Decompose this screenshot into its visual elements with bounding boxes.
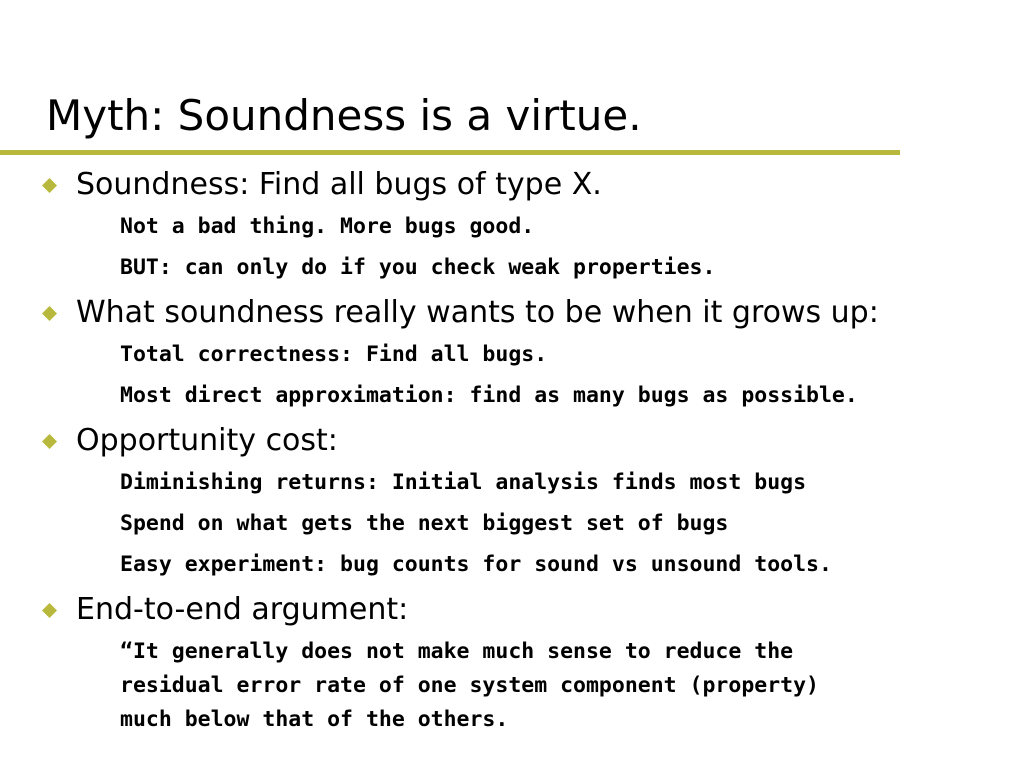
bullet-text: Soundness: Find all bugs of type X. (76, 167, 602, 202)
sub-list (0, 337, 1024, 419)
sub-item: Spend on what gets the next biggest set of bugs (120, 511, 729, 536)
sub-item: Total correctness: Find all bugs. (120, 342, 548, 367)
bullet-item (0, 163, 1024, 291)
bullet-row (0, 588, 1024, 634)
bullet-row (0, 419, 1024, 465)
bullet-item (0, 419, 1024, 588)
sub-item: Easy experiment: bug counts for sound vs unsound tools. (120, 552, 832, 577)
diamond-bullet-icon (42, 434, 57, 449)
sub-list (0, 209, 1024, 291)
title-underline (0, 150, 900, 155)
bullet-row (0, 163, 1024, 209)
quote-item: “It generally does not make much sense to reduce the residual error rate of one system component (property) much below that of the others. (120, 639, 819, 732)
sub-item: Not a bad thing. More bugs good. (120, 214, 535, 239)
diamond-bullet-icon (42, 306, 57, 321)
bullet-text: Opportunity cost: (76, 423, 338, 458)
bullet-item (0, 588, 1024, 737)
sub-item: BUT: can only do if you check weak properties. (120, 255, 716, 280)
slide-title: Myth: Soundness is a virtue. (46, 91, 642, 140)
bullet-list (0, 163, 1024, 737)
sub-item: Diminishing returns: Initial analysis finds most bugs (120, 470, 807, 495)
diamond-bullet-icon (42, 178, 57, 193)
bullet-text: What soundness really wants to be when it grows up: (76, 295, 879, 330)
sub-list (0, 634, 1024, 737)
bullet-text: End-to-end argument: (76, 592, 409, 627)
diamond-bullet-icon (42, 603, 57, 618)
bullet-row (0, 291, 1024, 337)
sub-item: Most direct approximation: find as many bugs as possible. (120, 383, 858, 408)
bullet-item (0, 291, 1024, 419)
sub-list (0, 465, 1024, 588)
